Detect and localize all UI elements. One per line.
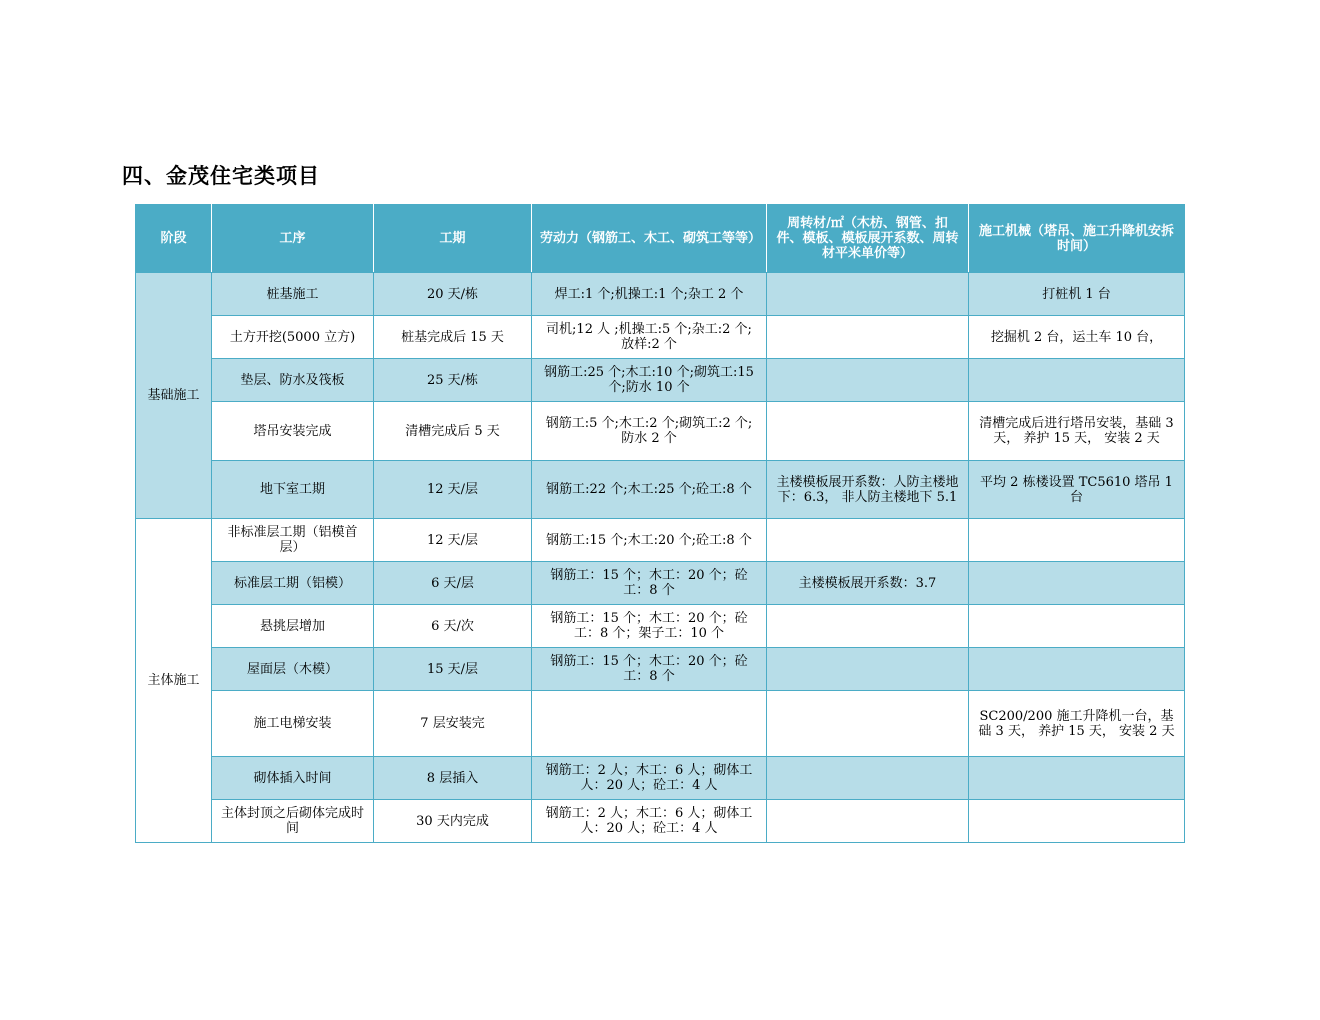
machine-cell xyxy=(969,605,1185,648)
process-cell: 砌体插入时间 xyxy=(212,757,374,800)
material-cell: 主楼模板展开系数：人防主楼地下：6.3， 非人防主楼地下 5.1 xyxy=(767,461,969,519)
machine-cell xyxy=(969,648,1185,691)
machine-cell: 挖掘机 2 台，运土车 10 台， xyxy=(969,316,1185,359)
material-cell: 主楼模板展开系数：3.7 xyxy=(767,562,969,605)
material-cell xyxy=(767,316,969,359)
table-row xyxy=(136,359,1185,402)
material-cell xyxy=(767,757,969,800)
material-cell xyxy=(767,273,969,316)
machine-cell xyxy=(969,562,1185,605)
table-row xyxy=(136,691,1185,757)
process-cell: 标准层工期（铝模） xyxy=(212,562,374,605)
labor-cell: 司机;12 人 ;机操工:5 个;杂工:2 个;放样:2 个 xyxy=(532,316,767,359)
duration-cell: 25 天/栋 xyxy=(374,359,532,402)
header-material: 周转材/㎡（木枋、钢管、扣件、模板、模板展开系数、周转材平米单价等） xyxy=(767,205,969,273)
labor-cell: 钢筋工：15 个；木工：20 个；砼工：8 个 xyxy=(532,562,767,605)
process-cell: 土方开挖(5000 立方) xyxy=(212,316,374,359)
stage-cell: 主体施工 xyxy=(136,519,212,843)
header-labor: 劳动力（钢筋工、木工、砌筑工等等） xyxy=(532,205,767,273)
machine-cell: 平均 2 栋楼设置 TC5610 塔吊 1 台 xyxy=(969,461,1185,519)
machine-cell xyxy=(969,359,1185,402)
labor-cell: 钢筋工：2 人；木工：6 人；砌体工人：20 人；砼工：4 人 xyxy=(532,757,767,800)
labor-cell: 钢筋工:5 个;木工:2 个;砌筑工:2 个;防水 2 个 xyxy=(532,402,767,461)
process-cell: 悬挑层增加 xyxy=(212,605,374,648)
table-row xyxy=(136,562,1185,605)
machine-cell xyxy=(969,800,1185,843)
duration-cell: 桩基完成后 15 天 xyxy=(374,316,532,359)
material-cell xyxy=(767,648,969,691)
labor-cell: 钢筋工:25 个;木工:10 个;砌筑工:15 个;防水 10 个 xyxy=(532,359,767,402)
duration-cell: 清槽完成后 5 天 xyxy=(374,402,532,461)
material-cell xyxy=(767,359,969,402)
duration-cell: 6 天/次 xyxy=(374,605,532,648)
labor-cell: 焊工:1 个;机操工:1 个;杂工 2 个 xyxy=(532,273,767,316)
material-cell xyxy=(767,605,969,648)
duration-cell: 12 天/层 xyxy=(374,461,532,519)
labor-cell: 钢筋工:22 个;木工:25 个;砼工:8 个 xyxy=(532,461,767,519)
machine-cell xyxy=(969,519,1185,562)
duration-cell: 20 天/栋 xyxy=(374,273,532,316)
material-cell xyxy=(767,691,969,757)
process-cell: 垫层、防水及筏板 xyxy=(212,359,374,402)
labor-cell: 钢筋工:15 个;木工:20 个;砼工:8 个 xyxy=(532,519,767,562)
labor-cell: 钢筋工：15 个；木工：20 个；砼工：8 个 xyxy=(532,648,767,691)
duration-cell: 30 天内完成 xyxy=(374,800,532,843)
process-cell: 屋面层（木模） xyxy=(212,648,374,691)
header-machine: 施工机械（塔吊、施工升降机安拆时间） xyxy=(969,205,1185,273)
process-cell: 主体封顶之后砌体完成时间 xyxy=(212,800,374,843)
process-cell: 非标准层工期（铝模首层） xyxy=(212,519,374,562)
labor-cell: 钢筋工：15 个；木工：20 个；砼工：8 个；架子工：10 个 xyxy=(532,605,767,648)
material-cell xyxy=(767,519,969,562)
process-cell: 塔吊安装完成 xyxy=(212,402,374,461)
table-row xyxy=(136,605,1185,648)
section-title: 四、金茂住宅类项目 xyxy=(122,164,320,188)
table-header-row xyxy=(136,205,1185,273)
duration-cell: 8 层插入 xyxy=(374,757,532,800)
stage-cell: 基础施工 xyxy=(136,273,212,519)
duration-cell: 7 层安装完 xyxy=(374,691,532,757)
table-row xyxy=(136,800,1185,843)
duration-cell: 15 天/层 xyxy=(374,648,532,691)
machine-cell: 打桩机 1 台 xyxy=(969,273,1185,316)
labor-cell: 钢筋工：2 人；木工：6 人；砌体工人：20 人；砼工：4 人 xyxy=(532,800,767,843)
machine-cell: SC200/200 施工升降机一台，基础 3 天， 养护 15 天， 安装 2 天 xyxy=(969,691,1185,757)
table-row xyxy=(136,461,1185,519)
process-cell: 地下室工期 xyxy=(212,461,374,519)
table-row xyxy=(136,273,1185,316)
header-process: 工序 xyxy=(212,205,374,273)
table-row xyxy=(136,316,1185,359)
machine-cell: 清槽完成后进行塔吊安装，基础 3 天， 养护 15 天， 安装 2 天 xyxy=(969,402,1185,461)
duration-cell: 12 天/层 xyxy=(374,519,532,562)
machine-cell xyxy=(969,757,1185,800)
material-cell xyxy=(767,402,969,461)
material-cell xyxy=(767,800,969,843)
process-cell: 施工电梯安装 xyxy=(212,691,374,757)
process-cell: 桩基施工 xyxy=(212,273,374,316)
header-stage: 阶段 xyxy=(136,205,212,273)
duration-cell: 6 天/层 xyxy=(374,562,532,605)
labor-cell xyxy=(532,691,767,757)
table-row xyxy=(136,402,1185,461)
table-row xyxy=(136,519,1185,562)
table-row xyxy=(136,648,1185,691)
header-duration: 工期 xyxy=(374,205,532,273)
table-row xyxy=(136,757,1185,800)
schedule-table xyxy=(135,204,1185,843)
